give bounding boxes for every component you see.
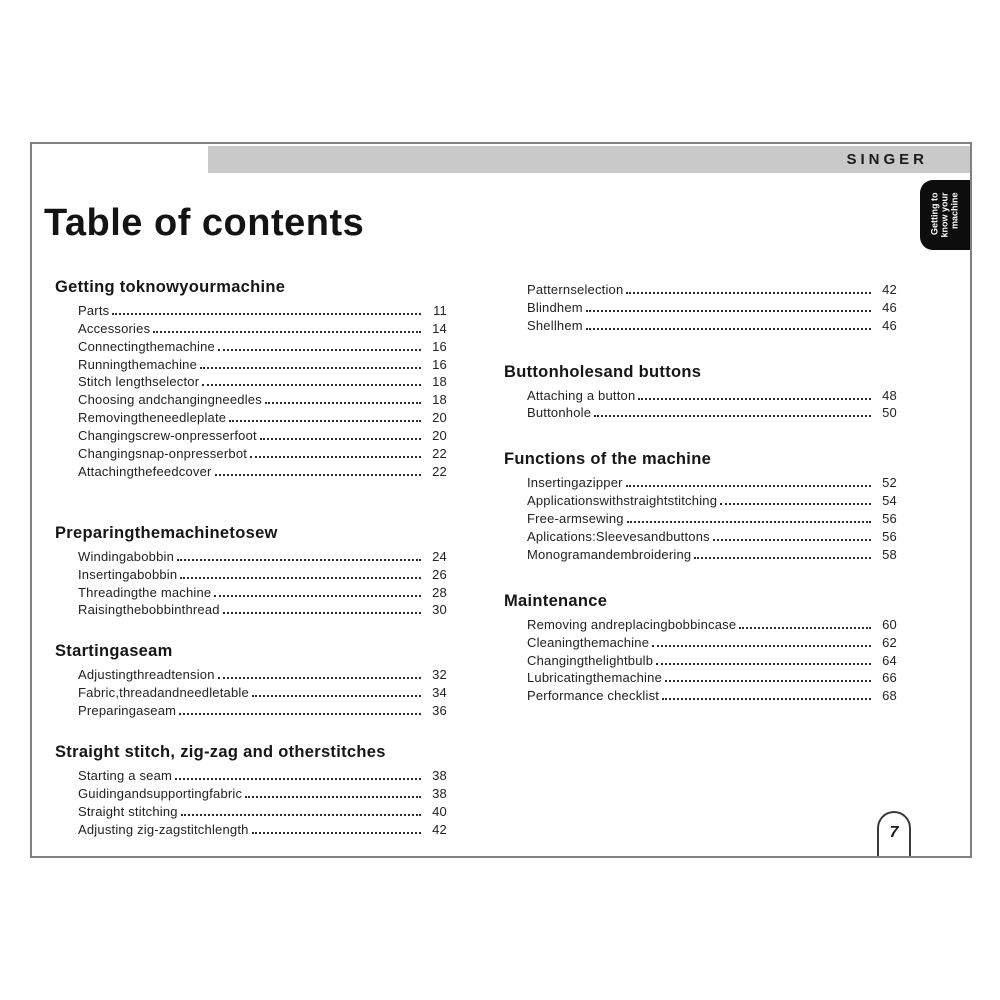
toc-entry [55, 765, 447, 783]
dotted-leader [215, 474, 421, 476]
toc-entry-label: Changingscrew-onpresserfoot [78, 428, 257, 444]
brand-logo: SINGER [846, 151, 928, 168]
toc-entry [504, 544, 897, 562]
dotted-leader [153, 331, 421, 333]
dotted-leader [626, 292, 871, 294]
toc-entry-page: 56 [882, 529, 897, 545]
dotted-leader [252, 832, 421, 834]
toc-column-left [55, 277, 447, 837]
toc-entry-page: 34 [432, 685, 447, 701]
toc-entry [55, 336, 447, 354]
toc-entry-label: Starting a seam [78, 768, 173, 784]
dotted-leader [739, 627, 871, 629]
toc-entry-label: Connectingthemachine [78, 338, 215, 354]
toc-entry [504, 614, 897, 632]
toc-entry [55, 819, 447, 837]
toc-entry-page: 20 [432, 410, 447, 426]
dotted-leader [218, 349, 421, 351]
dotted-leader [662, 698, 871, 700]
toc-entry-label: Buttonhole [527, 405, 592, 421]
dotted-leader [202, 384, 421, 386]
toc-entry-label: Monogramandembroidering [527, 546, 692, 562]
toc-entry [55, 318, 447, 336]
dotted-leader [586, 310, 871, 312]
toc-entry [504, 668, 897, 686]
toc-entry [504, 385, 897, 403]
dotted-leader [665, 680, 871, 682]
toc-entry-page: 22 [432, 446, 447, 462]
toc-section [55, 641, 447, 718]
toc-entry-label: Adjusting zig-zagstitchlength [78, 821, 249, 837]
toc-entry [55, 407, 447, 425]
toc-section [504, 449, 897, 561]
toc-section [504, 279, 897, 333]
toc-entry-label: Aplications:Sleevesandbuttons [527, 529, 710, 545]
dotted-leader [175, 778, 421, 780]
toc-entry-page: 18 [432, 392, 447, 408]
toc-entry-label: Guidingandsupportingfabric [78, 785, 243, 801]
toc-entry-page: 48 [882, 387, 897, 403]
section-heading: Getting toknowyourmachine [55, 278, 286, 296]
toc-entry-page: 16 [432, 338, 447, 354]
toc-entry-page: 24 [432, 548, 447, 564]
toc-entry [55, 354, 447, 372]
toc-entry-page: 52 [882, 475, 897, 491]
toc-entry-page: 26 [432, 566, 447, 582]
toc-entry-page: 36 [432, 703, 447, 719]
section-heading: Preparingthemachinetosew [55, 523, 278, 542]
toc-entry-label: Runningthemachine [78, 356, 198, 372]
toc-entry [504, 650, 897, 668]
chapter-tab [920, 180, 970, 250]
toc-entry-label: Insertingabobbin [78, 566, 178, 582]
toc-entry [55, 372, 447, 390]
dotted-leader [250, 456, 421, 458]
toc-entry-label: Free-armsewing [527, 511, 624, 527]
dotted-leader [652, 645, 871, 647]
dotted-leader [694, 557, 871, 559]
toc-entry-label: Windingabobbin [78, 548, 175, 564]
dotted-leader [260, 438, 421, 440]
toc-entry [55, 600, 447, 618]
toc-entry-label: Lubricatingthemachine [527, 670, 663, 686]
dotted-leader [223, 612, 421, 614]
toc-entry-label: Stitch lengthselector [78, 374, 200, 390]
toc-entry [504, 297, 897, 315]
toc-entry-label: Patternselection [527, 281, 624, 297]
dotted-leader [218, 677, 421, 679]
toc-entry-page: 66 [882, 670, 897, 686]
dotted-leader [594, 415, 871, 417]
dotted-leader [245, 796, 421, 798]
manual-page [30, 142, 972, 858]
toc-entry [55, 801, 447, 819]
toc-entry-page: 58 [882, 546, 897, 562]
toc-entry-page: 30 [432, 602, 447, 618]
toc-entry-label: Attachingthefeedcover [78, 463, 212, 479]
dotted-leader [229, 420, 421, 422]
toc-entry-label: Blindhem [527, 299, 583, 315]
toc-entry-label: Removing andreplacingbobbincase [527, 616, 737, 632]
dotted-leader [179, 713, 421, 715]
toc-entry-label: Threadingthe machine [78, 584, 212, 600]
toc-section [55, 277, 447, 479]
toc-entry-label: Performance checklist [527, 688, 660, 704]
toc-entry [55, 700, 447, 718]
toc-entry-label: Cleaningthemachine [527, 634, 650, 650]
toc-entry-page: 62 [882, 634, 897, 650]
toc-section [55, 742, 447, 837]
toc-column-right [504, 279, 897, 703]
toc-entry [504, 508, 897, 526]
chapter-tab-label: Getting to know your machine [929, 192, 960, 238]
toc-entry-page: 28 [432, 584, 447, 600]
toc-entry [504, 403, 897, 421]
toc-entry-label: Attaching a button [527, 387, 636, 403]
toc-section [504, 362, 897, 421]
dotted-leader [627, 521, 871, 523]
toc-entry-page: 50 [882, 405, 897, 421]
toc-entry-page: 20 [432, 428, 447, 444]
toc-entry-label: Choosing andchangingneedles [78, 392, 262, 408]
toc-entry [504, 279, 897, 297]
header-bar [208, 146, 970, 173]
toc-entry [55, 461, 447, 479]
dotted-leader [181, 814, 421, 816]
section-heading: Straight stitch, zig-zag and otherstitches [55, 743, 386, 762]
toc-entry [55, 546, 447, 564]
toc-entry-page: 32 [432, 667, 447, 683]
toc-entry-page: 60 [882, 616, 897, 632]
toc-entry-page: 40 [432, 803, 447, 819]
dotted-leader [252, 695, 421, 697]
toc-entry-label: Preparingaseam [78, 703, 177, 719]
toc-entry [55, 564, 447, 582]
toc-entry-label: Insertingazipper [527, 475, 623, 491]
dotted-leader [626, 485, 871, 487]
dotted-leader [586, 328, 871, 330]
dotted-leader [177, 559, 421, 561]
toc-entry-label: Adjustingthreadtension [78, 667, 215, 683]
toc-entry [55, 682, 447, 700]
toc-entry-page: 56 [882, 511, 897, 527]
dotted-leader [112, 313, 421, 315]
toc-entry [504, 472, 897, 490]
toc-entry-label: Parts [78, 302, 110, 318]
dotted-leader [214, 595, 421, 597]
toc-entry-page: 68 [882, 688, 897, 704]
toc-entry-label: Changingthelightbulb [527, 652, 654, 668]
toc-entry-label: Fabric,threadandneedletable [78, 685, 249, 701]
toc-entry-label: Applicationswithstraightstitching [527, 493, 718, 509]
page-number-badge [877, 811, 911, 856]
toc-entry-page: 64 [882, 652, 897, 668]
toc-entry-label: Removingtheneedleplate [78, 410, 227, 426]
toc-entry [55, 664, 447, 682]
toc-entry-page: 18 [432, 374, 447, 390]
page-number: 7 [889, 823, 899, 841]
toc-entry-page: 38 [432, 785, 447, 801]
toc-entry-page: 46 [882, 299, 897, 315]
dotted-leader [200, 367, 421, 369]
section-heading: Functions of the machine [504, 450, 712, 469]
toc-section [504, 591, 897, 703]
toc-entry [504, 315, 897, 333]
toc-entry [55, 443, 447, 461]
toc-entry [504, 685, 897, 703]
toc-entry [55, 582, 447, 600]
toc-entry-page: 22 [432, 463, 447, 479]
toc-entry [55, 300, 447, 318]
toc-entry-page: 54 [882, 493, 897, 509]
toc-entry-page: 42 [432, 821, 447, 837]
toc-entry-label: Shellhem [527, 317, 583, 333]
page-title: Table of contents [44, 202, 365, 244]
section-heading: Maintenance [504, 591, 608, 610]
toc-section [55, 523, 447, 618]
toc-entry-page: 11 [433, 302, 447, 318]
toc-entry [504, 490, 897, 508]
toc-entry [55, 389, 447, 407]
toc-entry-label: Changingsnap-onpresserbot [78, 446, 248, 462]
toc-entry-page: 46 [882, 317, 897, 333]
toc-entry-page: 14 [432, 320, 447, 336]
dotted-leader [656, 663, 871, 665]
dotted-leader [720, 503, 871, 505]
section-heading: Buttonholesand buttons [504, 362, 702, 381]
toc-entry-page: 16 [432, 356, 447, 372]
dotted-leader [713, 539, 871, 541]
toc-entry [504, 526, 897, 544]
toc-entry-label: Raisingthebobbinthread [78, 602, 220, 618]
dotted-leader [265, 402, 421, 404]
dotted-leader [638, 398, 871, 400]
dotted-leader [180, 577, 421, 579]
toc-entry-page: 38 [432, 768, 447, 784]
toc-entry [504, 632, 897, 650]
toc-entry [55, 783, 447, 801]
section-heading: Startingaseam [55, 642, 173, 661]
toc-entry-label: Accessories [78, 320, 151, 336]
toc-entry [55, 425, 447, 443]
toc-entry-page: 42 [882, 281, 897, 297]
toc-entry-label: Straight stitching [78, 803, 178, 819]
